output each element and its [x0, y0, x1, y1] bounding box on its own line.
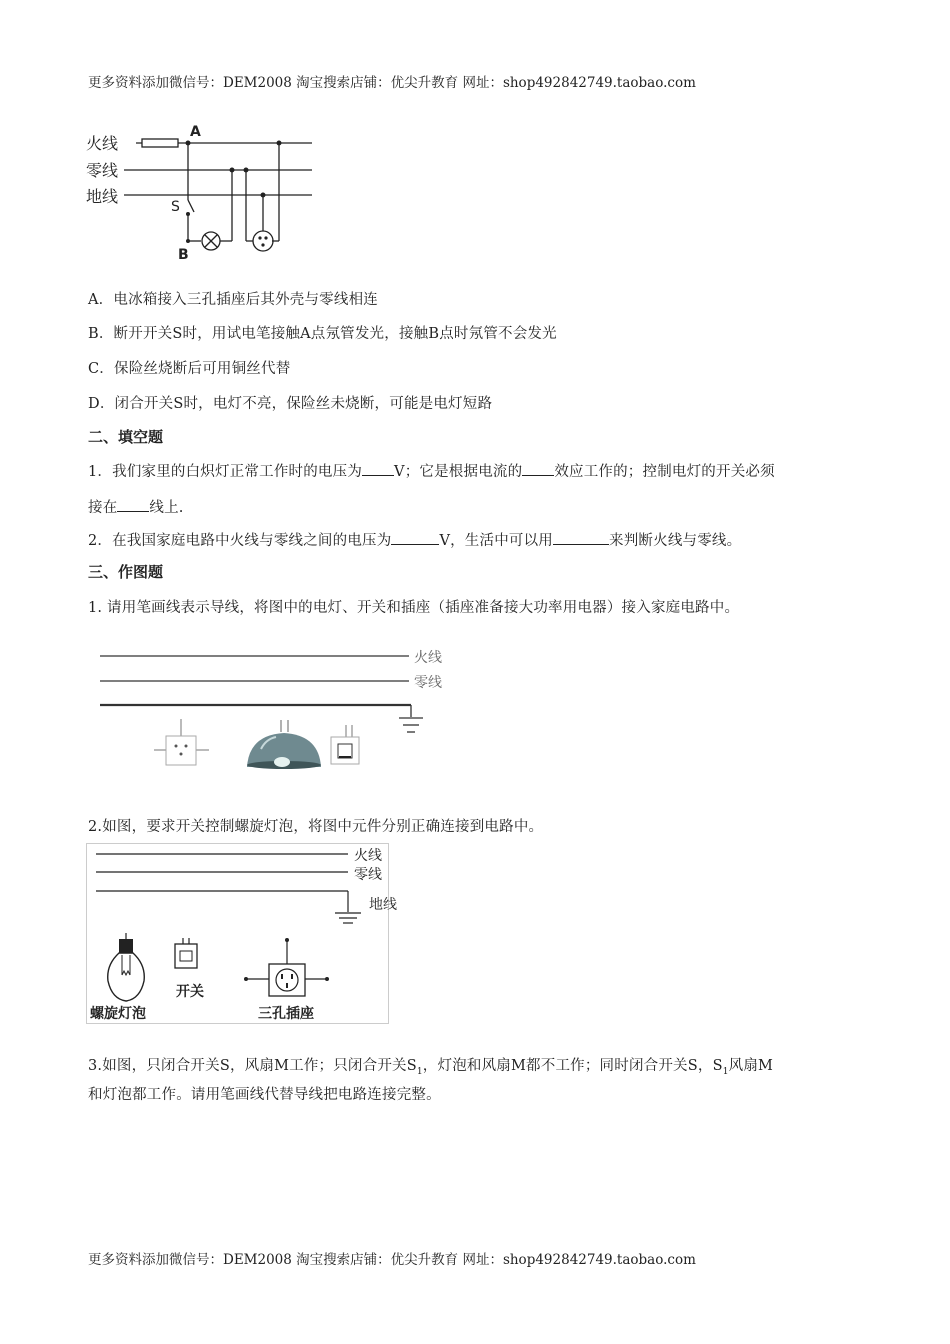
- drawing-question-3: 3.如图，只闭合开关S，风扇M工作；只闭合开关$S_1$，灯泡和风扇M都不工作；同时闭合开关S，$S_1$风扇M: [88, 1058, 774, 1077]
- blank-4[interactable]: [391, 530, 439, 545]
- fill-question-1-line-2: 接在 线上.: [88, 496, 184, 517]
- page-footer: 更多资料添加微信号：DEM2008 淘宝搜索店铺：优尖升教育 网址：shop492842749.taobao.com: [88, 1252, 696, 1268]
- label-point-b: B: [178, 247, 189, 263]
- label-live: 火线: [354, 848, 382, 864]
- switch-icon: [331, 725, 359, 764]
- blank-5[interactable]: [553, 530, 609, 545]
- blank-3[interactable]: [117, 497, 149, 512]
- lamp-icon: [247, 720, 321, 769]
- drawing-question-1: 1. 请用笔画线表示导线，将图中的电灯、开关和插座（插座准备接大功率用电器）接入家庭电路中。: [88, 600, 740, 616]
- blank-2[interactable]: [522, 461, 554, 476]
- figure-1-circuit: [84, 118, 324, 266]
- label-ground: 地线: [86, 187, 119, 206]
- label-neutral: 零线: [414, 675, 442, 691]
- label-socket: 三孔插座: [258, 1006, 314, 1022]
- label-neutral: 零线: [86, 161, 119, 180]
- figure-3-wiring: [86, 843, 397, 1025]
- fuse: [142, 139, 178, 147]
- page-header: 更多资料添加微信号：DEM2008 淘宝搜索店铺：优尖升教育 网址：shop492842749.taobao.com: [88, 75, 696, 91]
- label-point-a: A: [190, 124, 201, 140]
- option-b: B．断开开关S时，用试电笔接触A点氖管发光，接触B点时氖管不会发光: [88, 326, 557, 342]
- blank-1[interactable]: [362, 461, 394, 476]
- label-live: 火线: [86, 134, 119, 153]
- label-bulb: 螺旋灯泡: [90, 1006, 146, 1022]
- label-neutral: 零线: [354, 867, 382, 883]
- socket-icon: [154, 719, 209, 765]
- fill-question-2: 2．在我国家庭电路中火线与零线之间的电压为 V，生活中可以用 来判断火线与零线。: [88, 529, 741, 550]
- option-d: D．闭合开关S时，电灯不亮，保险丝未烧断，可能是电灯短路: [88, 396, 493, 412]
- label-switch-s: S: [171, 199, 180, 215]
- drawing-question-2: 2.如图，要求开关控制螺旋灯泡，将图中元件分别正确连接到电路中。: [88, 819, 544, 835]
- drawing-question-3-line-2: 和灯泡都工作。请用笔画线代替导线把电路连接完整。: [88, 1087, 441, 1103]
- fill-question-1: 1．我们家里的白炽灯正常工作时的电压为 V；它是根据电流的 效应工作的；控制电灯的开关必须: [88, 460, 775, 481]
- option-a: A．电冰箱接入三孔插座后其外壳与零线相连: [88, 292, 378, 308]
- switch-s: [188, 200, 194, 212]
- label-switch: 开关: [176, 984, 204, 1000]
- section-2-title: 二、填空题: [88, 428, 164, 446]
- label-live: 火线: [414, 650, 442, 666]
- socket: [253, 231, 273, 251]
- section-3-title: 三、作图题: [88, 563, 164, 581]
- option-c: C．保险丝烧断后可用铜丝代替: [88, 361, 291, 377]
- label-ground: 地线: [369, 897, 397, 913]
- figure-2-wiring: [96, 643, 456, 778]
